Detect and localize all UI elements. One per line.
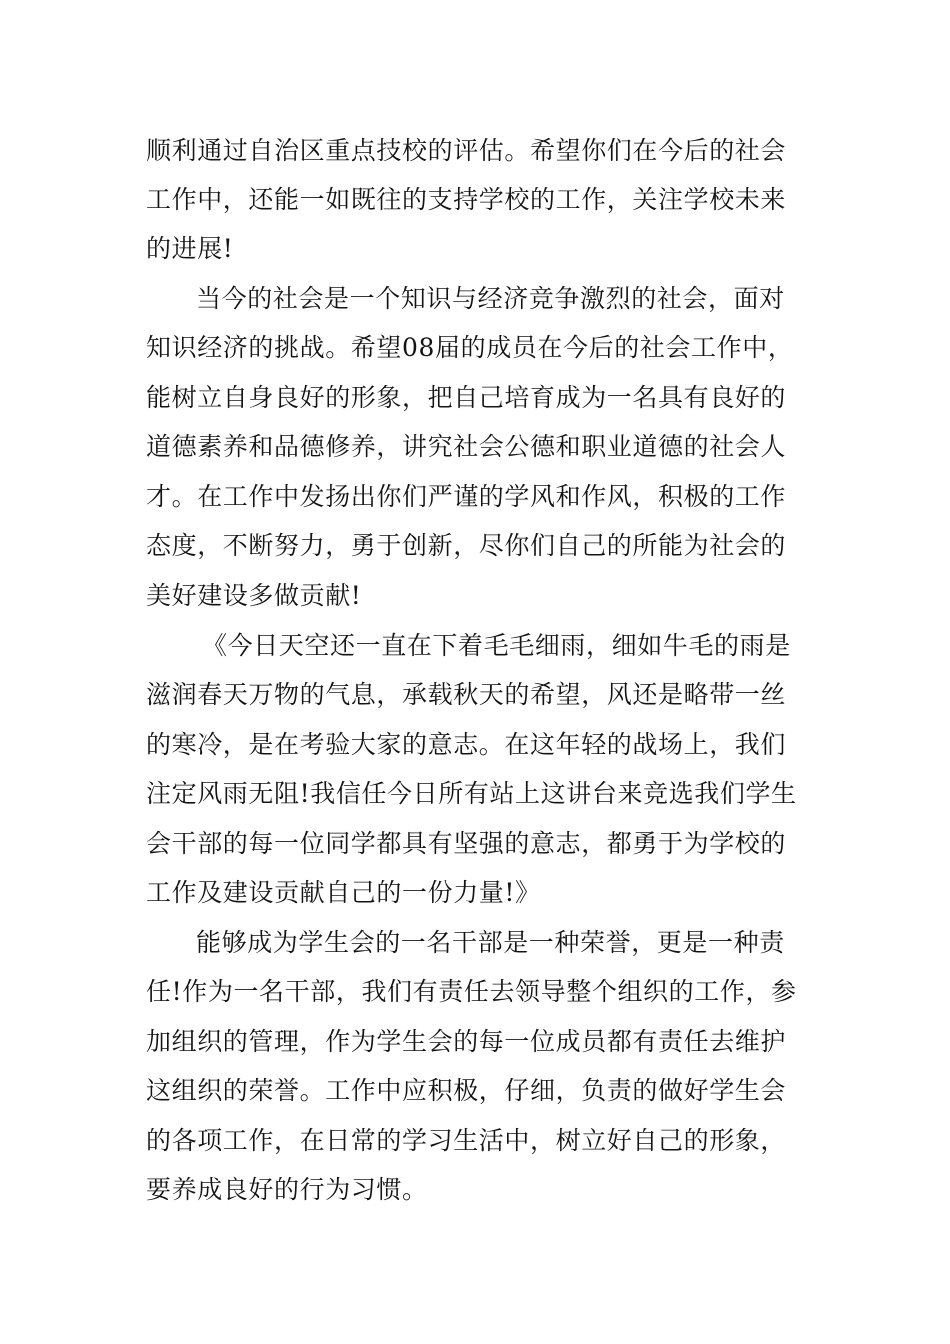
paragraph-3-line-3: 的寒冷，是在考验大家的意志。在这年轻的战场上，我们: [146, 730, 787, 759]
paragraph-2-line-5: 才。在工作中发扬出你们严谨的学风和作风，积极的工作: [146, 482, 787, 511]
paragraph-4-line-5: 的各项工作，在日常的学习生活中，树立好自己的形象，: [146, 1126, 787, 1155]
paragraph-2-line-2: 知识经济的挑战。希望08届的成员在今后的社会工作中，: [146, 333, 794, 362]
paragraph-2-line-6: 态度，不断努力，勇于创新，尽你们自己的所能为社会的: [146, 531, 787, 560]
paragraph-1-line-2: 工作中，还能一如既往的支持学校的工作，关注学校未来: [146, 185, 787, 214]
paragraph-4-line-3: 加组织的管理，作为学生会的每一位成员都有责任去维护: [146, 1027, 787, 1056]
paragraph-4-line-1: 能够成为学生会的一名干部是一种荣誉，更是一种责: [196, 928, 785, 957]
paragraph-3-line-4: 注定风雨无阻!我信任今日所有站上这讲台来竞选我们学生: [146, 779, 797, 808]
paragraph-3-line-6: 工作及建设贡献自己的一份力量!》: [146, 878, 541, 907]
paragraph-2-line-3: 能树立自身良好的形象，把自己培育成为一名具有良好的: [146, 383, 787, 412]
paragraph-3-line-2: 滋润春天万物的气息，承载秋天的希望，风还是略带一丝: [146, 680, 787, 709]
paragraph-4-line-4: 这组织的荣誉。工作中应积极，仔细，负责的做好学生会: [146, 1076, 787, 1105]
paragraph-2-line-7: 美好建设多做贡献!: [146, 581, 362, 610]
paragraph-3-line-1: 《今日天空还一直在下着毛毛细雨，细如牛毛的雨是: [202, 631, 791, 660]
paragraph-4-line-6: 要养成良好的行为习惯。: [146, 1175, 428, 1204]
paragraph-2-line-1: 当今的社会是一个知识与经济竞争激烈的社会，面对: [196, 284, 785, 313]
paragraph-4-line-2: 任!作为一名干部，我们有责任去领导整个组织的工作，参: [146, 977, 797, 1006]
paragraph-2-line-4: 道德素养和品德修养，讲究社会公德和职业道德的社会人: [146, 432, 787, 461]
paragraph-1-line-1: 顺利通过自治区重点技校的评估。希望你们在今后的社会: [146, 136, 787, 165]
paragraph-1-line-3: 的进展!: [146, 234, 234, 263]
paragraph-3-line-5: 会干部的每一位同学都具有坚强的意志，都勇于为学校的: [146, 829, 787, 858]
